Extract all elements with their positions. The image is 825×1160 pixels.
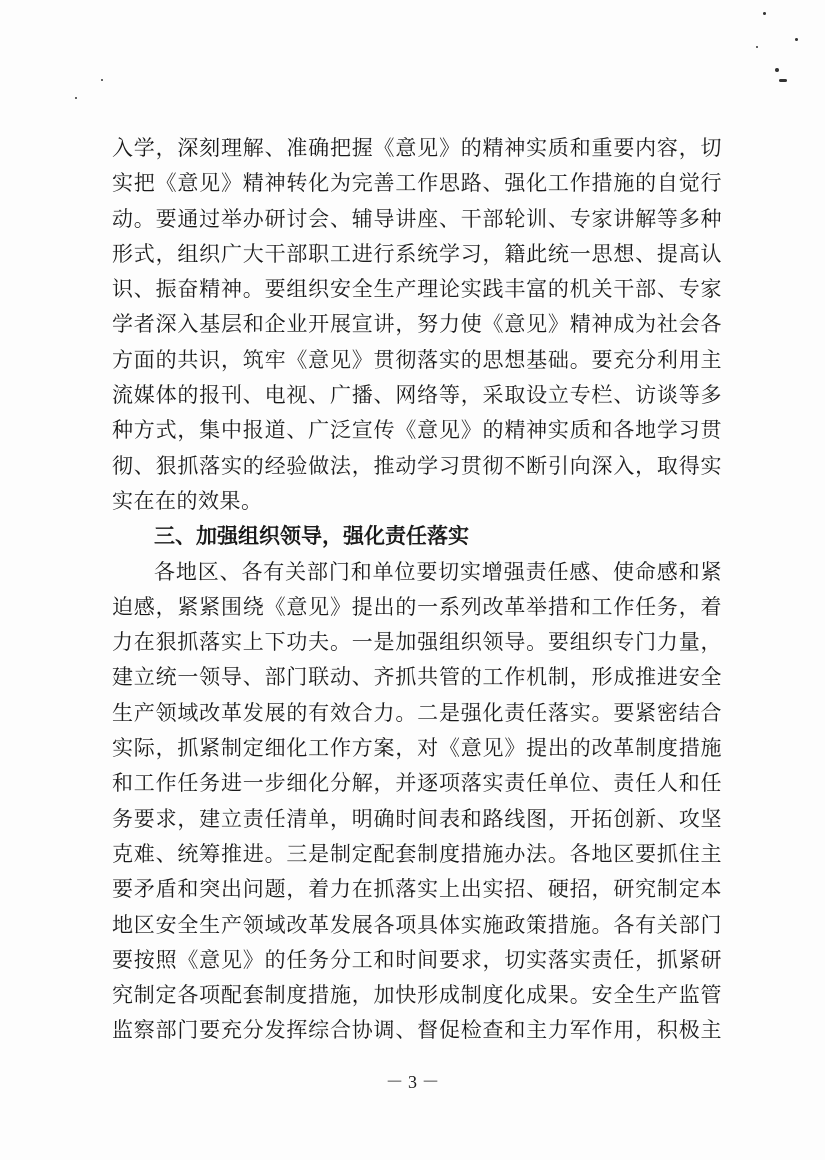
text-line: 彻、狠抓落实的经验做法，推动学习贯彻不断引向深入，取得实 bbox=[112, 453, 722, 478]
text-line: 力在狠抓落实上下功夫。一是加强组织领导。要组织专门力量， bbox=[112, 630, 722, 655]
text-line: 务要求，建立责任清单，明确时间表和路线图，开拓创新、攻坚 bbox=[112, 806, 722, 831]
body-text bbox=[112, 131, 722, 1049]
text-line: 学者深入基层和企业开展宣讲，努力使《意见》精神成为社会各 bbox=[112, 312, 722, 337]
text-line: 要矛盾和突出问题，着力在抓落实上出实招、硬招，研究制定本 bbox=[112, 877, 722, 902]
text-line: 实把《意见》精神转化为完善工作思路、强化工作措施的自觉行 bbox=[112, 171, 722, 196]
text-line: 和工作任务进一步细化分解，并逐项落实责任单位、责任人和任 bbox=[112, 771, 722, 796]
text-line: 方面的共识，筑牢《意见》贯彻落实的思想基础。要充分利用主 bbox=[112, 347, 722, 372]
text-line: 建立统一领导、部门联动、齐抓共管的工作机制，形成推进安全 bbox=[112, 665, 722, 690]
text-line: 究制定各项配套制度措施，加快形成制度化成果。安全生产监管 bbox=[112, 983, 722, 1008]
text-line: 识、振奋精神。要组织安全生产理论实践丰富的机关干部、专家 bbox=[112, 277, 722, 302]
text-line: 迫感，紧紧围绕《意见》提出的一系列改革举措和工作任务，着 bbox=[112, 594, 722, 619]
text-line: 生产领域改革发展的有效合力。二是强化责任落实。要紧密结合 bbox=[112, 700, 722, 725]
text-line: 实在在的效果。 bbox=[112, 488, 263, 513]
section-heading: 三、加强组织领导，强化责任落实 bbox=[154, 524, 469, 549]
scan-speck bbox=[795, 38, 798, 41]
text-line: 种方式，集中报道、广泛宣传《意见》的精神实质和各地学习贯 bbox=[112, 418, 722, 443]
scan-speck bbox=[75, 97, 77, 99]
scan-speck bbox=[763, 12, 766, 15]
text-line: 动。要通过举办研讨会、辅导讲座、干部轮训、专家讲解等多种 bbox=[112, 206, 722, 231]
page-number: － 3 － bbox=[385, 1072, 440, 1092]
scan-speck bbox=[101, 79, 103, 81]
text-line: 入学，深刻理解、准确把握《意见》的精神实质和重要内容，切 bbox=[112, 136, 722, 160]
text-line: 流媒体的报刊、电视、广播、网络等，采取设立专栏、访谈等多 bbox=[112, 383, 722, 408]
text-line: 形式，组织广大干部职工进行系统学习，籍此统一思想、提高认 bbox=[112, 241, 722, 266]
scan-speck bbox=[756, 46, 758, 48]
text-line: 实际，抓紧制定细化工作方案，对《意见》提出的改革制度措施 bbox=[112, 736, 722, 761]
scan-speck bbox=[779, 79, 787, 82]
text-line: 地区安全生产领域改革发展各项具体实施政策措施。各有关部门 bbox=[112, 912, 722, 937]
text-line: 克难、统筹推进。三是制定配套制度措施办法。各地区要抓住主 bbox=[112, 841, 722, 866]
scan-speck bbox=[775, 68, 779, 72]
text-line: 要按照《意见》的任务分工和时间要求，切实落实责任，抓紧研 bbox=[112, 947, 722, 972]
text-line: 各地区、各有关部门和单位要切实增强责任感、使命感和紧 bbox=[154, 559, 722, 584]
text-line: 监察部门要充分发挥综合协调、督促检查和主力军作用，积极主 bbox=[112, 1018, 722, 1043]
